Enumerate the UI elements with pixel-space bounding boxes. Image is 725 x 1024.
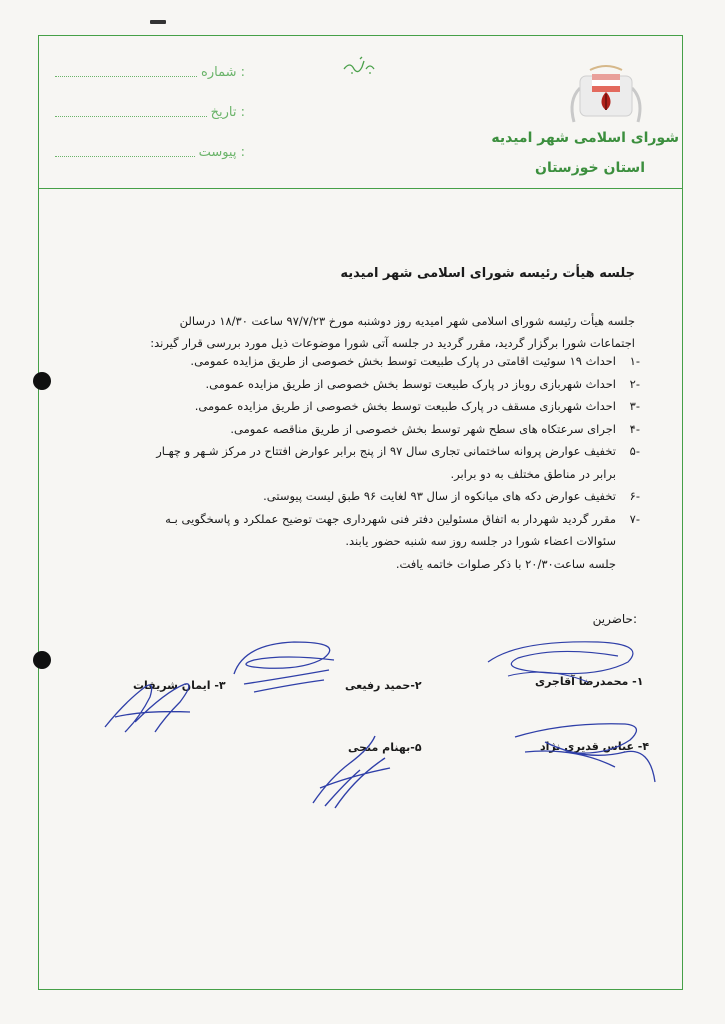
signature-member-4 — [505, 712, 660, 792]
member-1: ۱- محمدرضا آقاجری — [535, 675, 644, 688]
member-4: ۴- عباس قدیری نژاد — [540, 740, 650, 753]
attendees-label: حاضرین: — [592, 612, 637, 626]
list-item: برابر در مناطق مختلف به دو برابر. — [450, 466, 616, 481]
document-title: جلسه هیأت رئیسه شورای اسلامی شهر امیدیه — [340, 266, 635, 281]
number-dotted-line — [55, 76, 197, 77]
date-label: تاریخ : — [210, 105, 245, 120]
intro-line-2: اجتماعات شورا برگزار گردید، مقرر گردید در جلسه آتی شورا موضوعات ذیل مورد بررسی قرار گیرند: — [150, 336, 635, 350]
attachment-field — [55, 142, 245, 160]
list-item: -۵تخفیف عوارض پروانه ساختمانی تجاری سال ۹۷ از پنج برابر عوارض افتتاح در مرکز شـهر و چهـار — [156, 444, 640, 458]
council-name: شورای اسلامی شهر امیدیه — [491, 130, 679, 146]
list-item: -۶تخفیف عوارض دکه های میانکوه از سال ۹۳ لغایت ۹۶ طبق لیست پیوستی. — [263, 489, 640, 503]
attachment-dotted-line — [55, 156, 195, 157]
list-item: -۷مقرر گردید شهردار به اتفاق مسئولین دفتر فنی شهرداری جهت توضیح عملکرد و پاسخگویی بـه — [165, 511, 640, 526]
punch-hole — [33, 372, 51, 390]
date-dotted-line — [55, 116, 207, 117]
signature-member-5 — [305, 728, 395, 813]
signature-member-2 — [224, 634, 354, 704]
province-name: استان خوزستان — [535, 160, 645, 176]
iran-council-emblem-icon — [566, 60, 646, 126]
member-2: ۲-حمید رفیعی — [345, 679, 422, 692]
list-item: -۲احداث شهربازی روباز در پارک طبیعت توسط بخش خصوصی از طریق مزایده عمومی. — [205, 376, 640, 391]
list-item: -۴اجرای سرعتکاه های سطح شهر توسط بخش خصوصی از طریق مناقصه عمومی. — [230, 421, 640, 436]
list-item: سئوالات اعضاء شورا در جلسه روز سه شنبه حضور یابند. — [345, 534, 616, 548]
date-field — [55, 102, 245, 120]
closing-line: جلسه ساعت۲۰/۳۰ با ذکر صلوات خاتمه یافت. — [395, 556, 616, 571]
scan-artifact-mark — [150, 20, 166, 24]
list-item — [110, 553, 640, 576]
list-item: -۳احداث شهربازی مسقف در پارک طبیعت توسط بخش خصوصی از طریق مزایده عمومی. — [194, 399, 640, 413]
signature-member-3 — [95, 672, 200, 742]
attachment-label: پیوست : — [198, 145, 245, 160]
member-5: ۵-بهنام منجی — [348, 741, 422, 754]
intro-line-1: جلسه هیأت رئیسه شورای اسلامی شهر امیدیه روز دوشنبه مورخ ۹۷/۷/۲۳ ساعت ۱۸/۳۰ درسالن — [179, 314, 635, 328]
number-label: شماره : — [201, 65, 245, 80]
agenda-list — [110, 350, 640, 575]
bismillah-calligraphy — [340, 55, 380, 77]
punch-hole — [33, 651, 51, 669]
signature-member-1 — [478, 632, 653, 692]
header-divider — [38, 188, 683, 189]
number-field — [55, 62, 245, 80]
member-3: ۳- ایمان شریفات — [133, 679, 226, 692]
list-item: -۱احداث ۱۹ سوئیت اقامتی در پارک طبیعت توسط بخش خصوصی از طریق مزایده عمومی. — [190, 354, 640, 368]
